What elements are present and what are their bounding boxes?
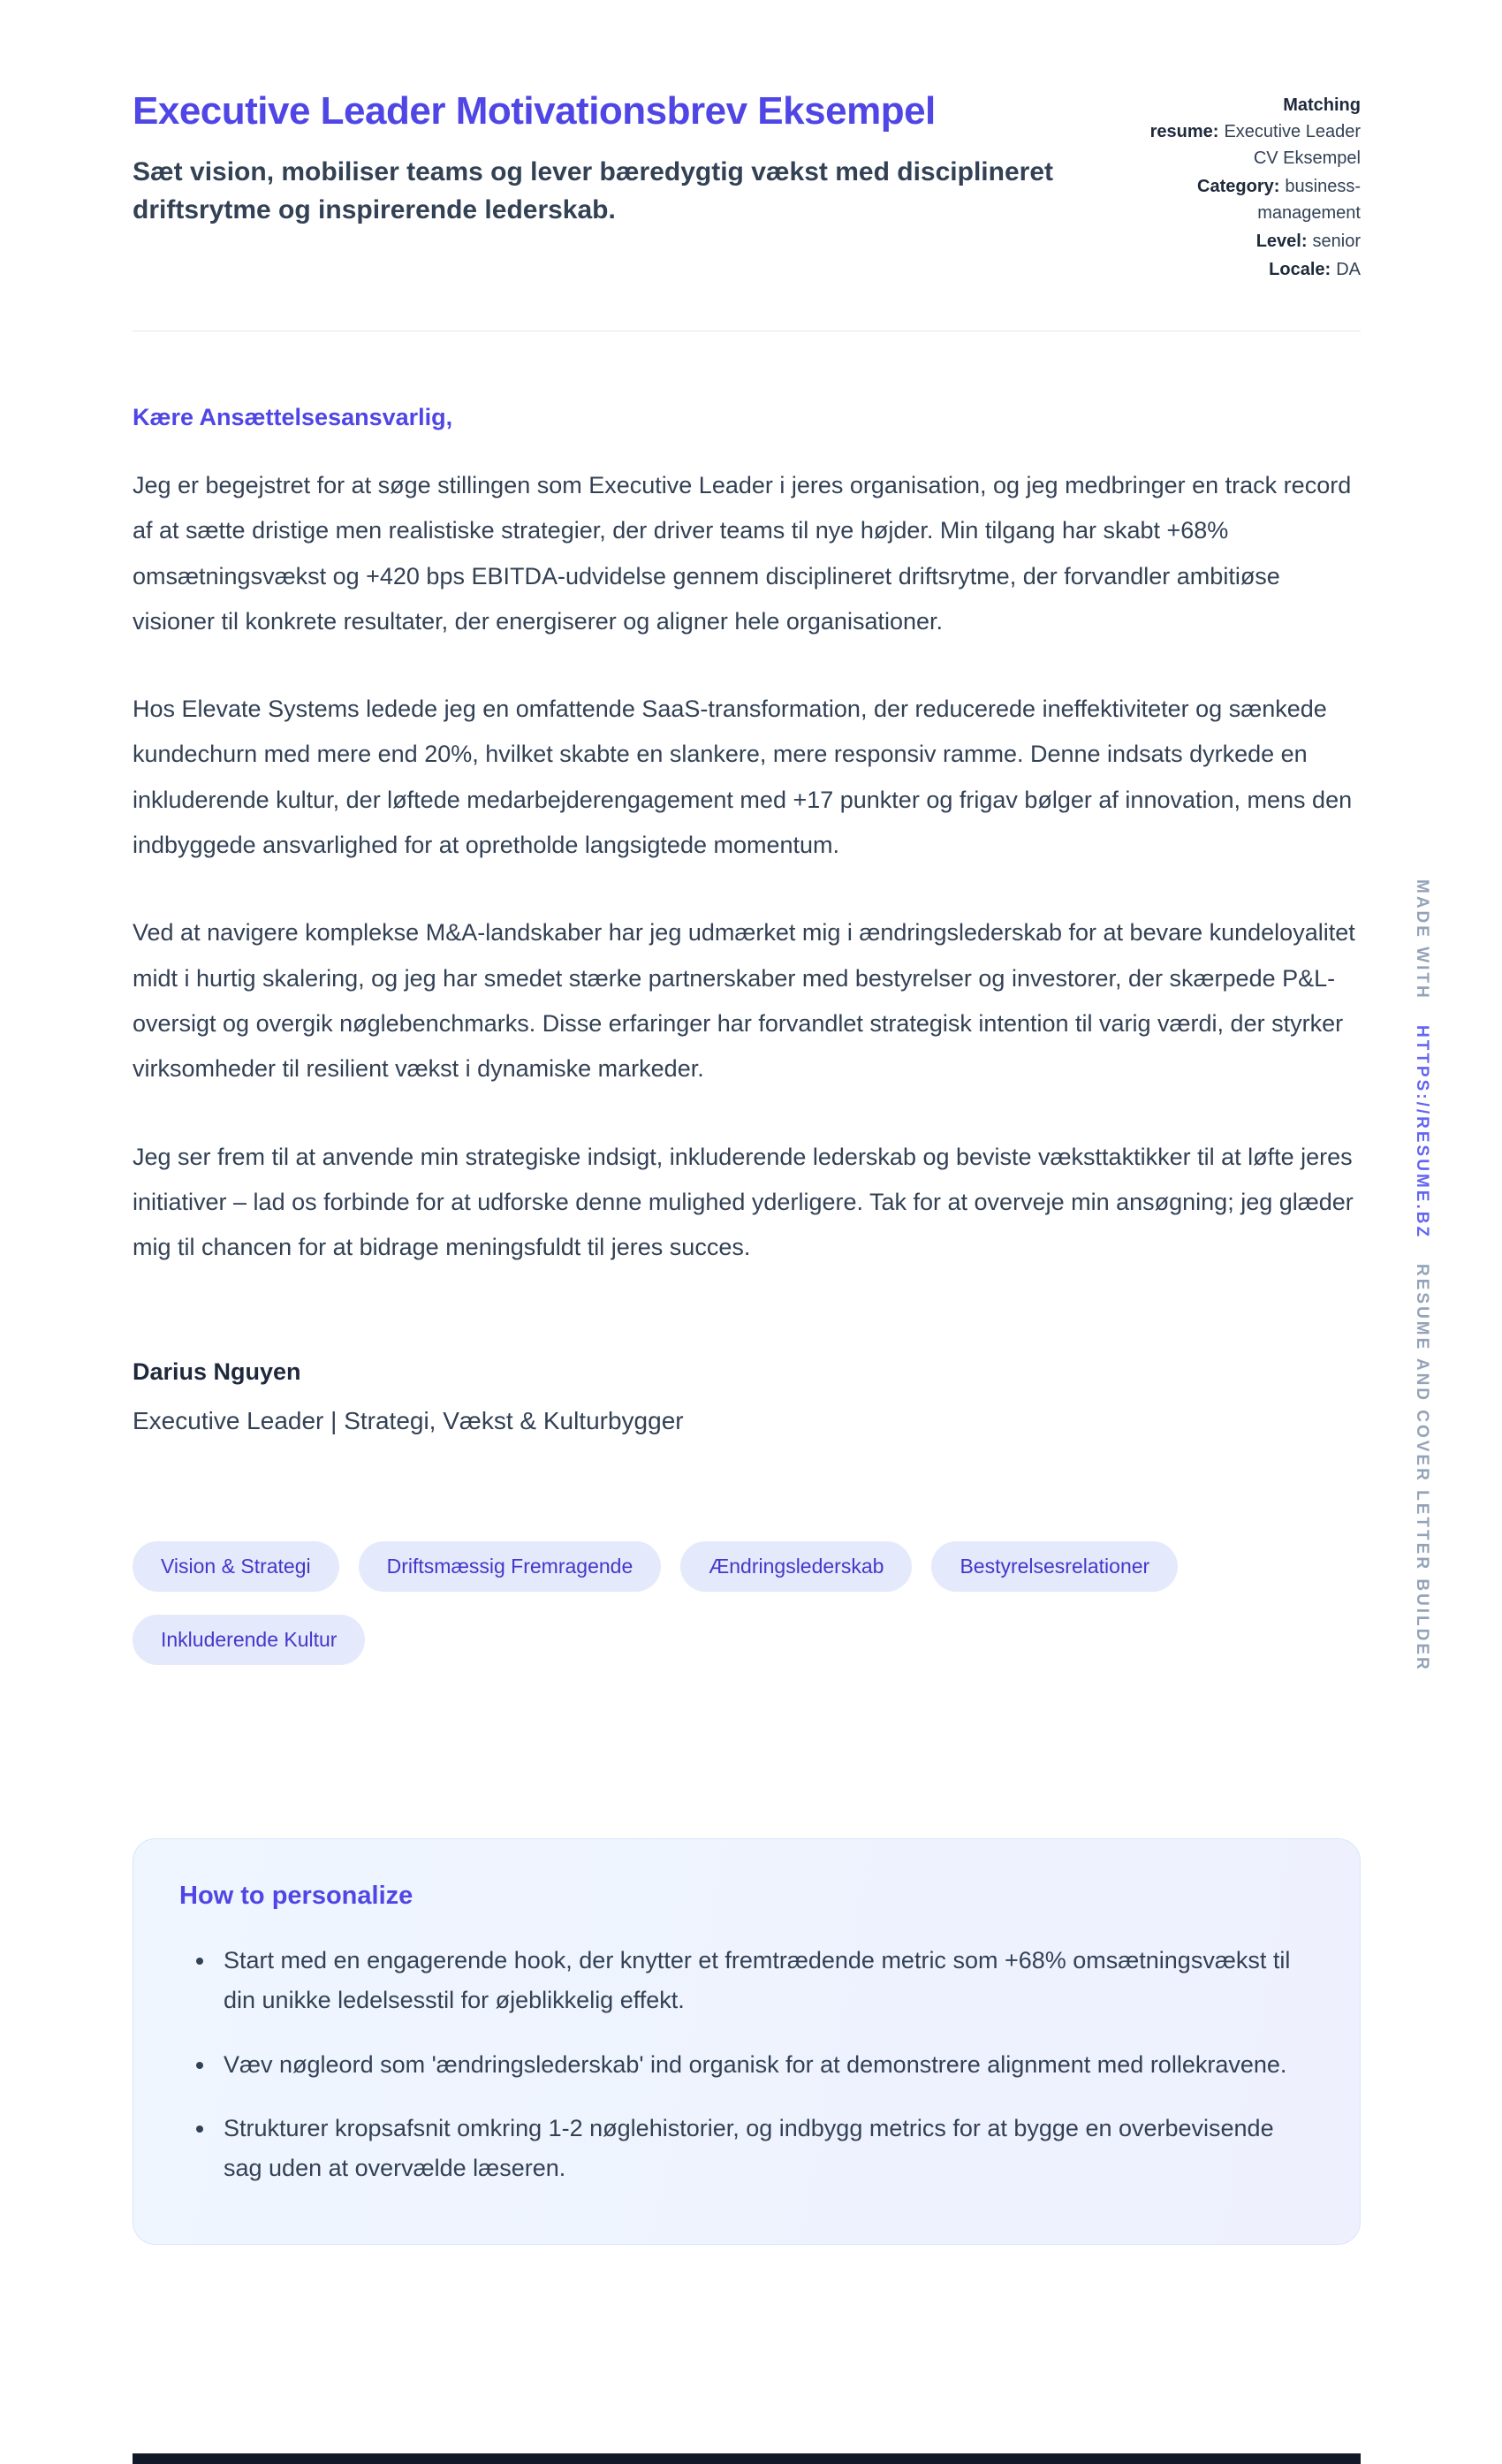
meta-label: Category: <box>1197 177 1280 196</box>
meta-label: Matching resume: <box>1149 95 1361 141</box>
meta-label: Level: <box>1255 232 1308 251</box>
tip-item: • Strukturer kropsafsnit omkring 1-2 nøglehistorier, og indbygg metrics for at bygge en overbevisende sag uden at overvælde læseren. <box>216 2109 1314 2187</box>
meta-value: senior <box>1312 232 1361 251</box>
header-title-block <box>133 88 1140 230</box>
meta-row-level <box>1140 228 1361 255</box>
tag-badge: Driftsmæssig Fremragende <box>359 1541 662 1592</box>
meta-value: Executive Leader CV Eksempel <box>1224 122 1361 168</box>
meta-row-category <box>1140 173 1361 226</box>
tips-card <box>133 1838 1361 2245</box>
page-subtitle: Sæt vision, mobiliser teams og lever bæredygtig vækst med disciplineret driftsrytme og inspirerende lederskab. <box>133 156 1053 225</box>
header <box>133 88 1361 285</box>
page-title: Executive Leader Motivationsbrev Eksempel <box>133 89 936 133</box>
tip-item: • Væv nøgleord som 'ændringslederskab' ind organisk for at demonstrere alignment med rollekravene. <box>216 2045 1314 2085</box>
signature-title: Executive Leader | Strategi, Vækst & Kulturbygger <box>133 1407 684 1435</box>
tag-badge: Ændringslederskab <box>680 1541 912 1592</box>
tips-list <box>179 1941 1314 2187</box>
salutation: Kære Ansættelsesansvarlig, <box>133 404 453 430</box>
meta-row-matching-resume <box>1140 92 1361 171</box>
tip-item: • Start med en engagerende hook, der knytter et fremtrædende metric som +68% omsætningsvækst til din unikke ledelsesstil for øjeblikkelig effekt. <box>216 1941 1314 2019</box>
letter-paragraph: Ved at navigere komplekse M&A-landskaber har jeg udmærket mig i ændringslederskab for at bevare kundeloyalitet midt i hurtig skalering, og jeg har smedet stærke partnerskaber med bestyrelser og investorer, der skærpede P&L-oversigt og overgik nøglebenchmarks. Disse erfaringer har forvandlet strategisk intention til varig værdi, der styrker virksomheder til resilient vækst i dynamiske markeder. <box>133 919 1355 1083</box>
signature-name: Darius Nguyen <box>133 1358 301 1386</box>
meta-row-locale <box>1140 256 1361 283</box>
meta-label: Locale: <box>1269 260 1331 279</box>
tag-list <box>133 1541 1361 1665</box>
watermark-prefix: MADE WITH <box>1413 879 1431 1000</box>
tag-badge: Bestyrelsesrelationer <box>931 1541 1178 1592</box>
next-section-edge <box>133 2453 1361 2464</box>
watermark-suffix: RESUME AND COVER LETTER BUILDER <box>1413 1264 1431 1673</box>
tag-badge: Vision & Strategi <box>133 1541 339 1592</box>
tag-badge: Inkluderende Kultur <box>133 1615 365 1665</box>
tips-title: How to personalize <box>179 1882 413 1911</box>
page <box>133 88 1361 2245</box>
letter-paragraph: Jeg er begejstret for at søge stillingen som Executive Leader i jeres organisation, og jeg medbringer en track record af at sætte dristige men realistiske strategier, der driver teams til nye højder. Min tilgang har skabt +68% omsætningsvækst og +420 bps EBITDA-udvidelse gennem disciplineret driftsrytme, der forvandler ambitiøse visioner til konkrete resultater, der energiserer og aligner hele organisationer. <box>133 472 1352 635</box>
meta-value: DA <box>1336 260 1361 279</box>
watermark-link[interactable]: HTTPS://RESUME.BZ <box>1413 1025 1431 1240</box>
letter-paragraph: Hos Elevate Systems ledede jeg en omfattende SaaS-transformation, der reducerede ineffektiviteter og sænkede kundechurn med mere end 20%, hvilket skabte en slankere, mere responsiv ramme. Denne indsats dyrkede en inkluderende kultur, der løftede medarbejderengagement med +17 punkter og frigav bølger af innovation, mens den indbyggede ansvarlighed for at opretholde langsigtede momentum. <box>133 696 1353 859</box>
watermark <box>1412 871 1431 1681</box>
meta-value: business-management <box>1257 177 1361 223</box>
letter-paragraph: Jeg ser frem til at anvende min strategiske indsigt, inkluderende lederskab og beviste væksttaktikker til at løfte jeres initiativer – lad os forbinde for at udforske denne mulighed yderligere. Tak for at overveje min ansøgning; jeg glæder mig til chancen for at bidrage meningsfuldt til jeres succes. <box>133 1143 1354 1261</box>
meta-block <box>1140 88 1361 285</box>
